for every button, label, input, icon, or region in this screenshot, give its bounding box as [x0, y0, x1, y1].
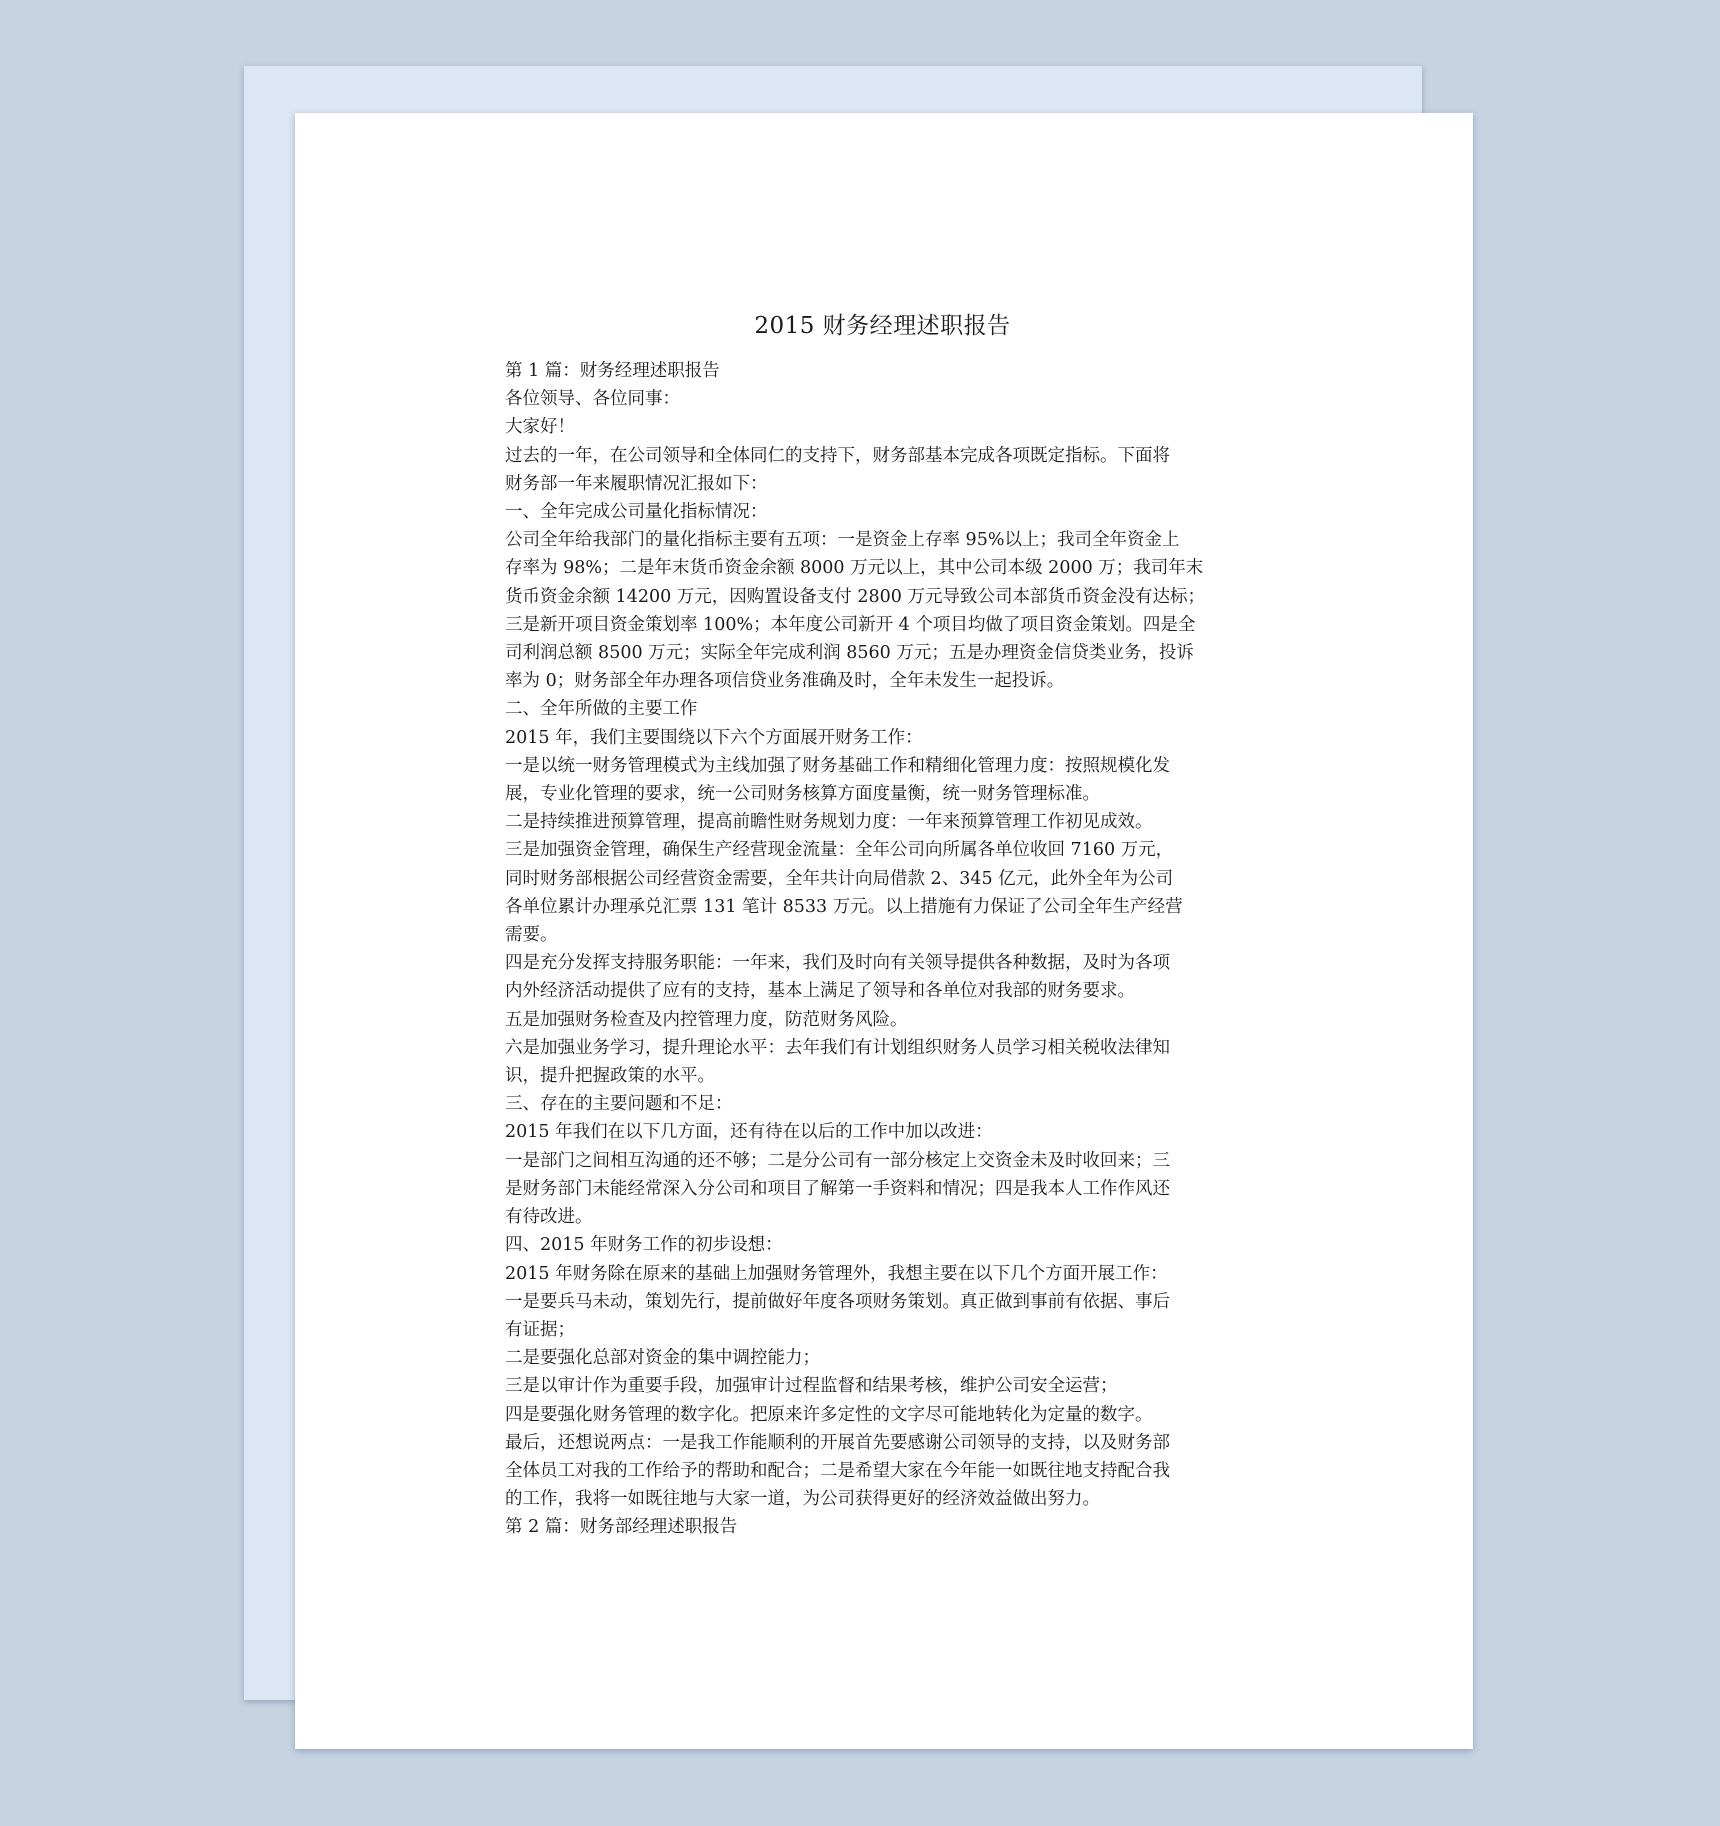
document-title: 2015 财务经理述职报告 [754, 313, 1011, 339]
document-line: 三是新开项目资金策划率 100%；本年度公司新开 4 个项目均做了项目资金策划。四是全 [505, 614, 1196, 635]
document-line: 2015 年我们在以下几方面，还有待在以后的工作中加以改进： [505, 1122, 993, 1143]
document-line: 过去的一年，在公司领导和全体同仁的支持下，财务部基本完成各项既定指标。下面将 [505, 445, 1170, 466]
document-line: 全体员工对我的工作给予的帮助和配合；二是希望大家在今年能一如既往地支持配合我 [505, 1460, 1170, 1481]
document-line: 大家好！ [505, 417, 575, 438]
document-line: 同时财务部根据公司经营资金需要，全年共计向局借款 2、345 亿元，此外全年为公司 [505, 868, 1174, 889]
document-line: 五是加强财务检查及内控管理力度，防范财务风险。 [505, 1009, 908, 1030]
document-line: 六是加强业务学习，提升理论水平：去年我们有计划组织财务人员学习相关税收法律知 [505, 1037, 1170, 1058]
document-line: 有证据； [505, 1319, 575, 1340]
document-line: 三是以审计作为重要手段，加强审计过程监督和结果考核，维护公司安全运营； [505, 1376, 1118, 1397]
document-line: 率为 0；财务部全年办理各项信贷业务准确及时，全年未发生一起投诉。 [505, 671, 1065, 692]
document-lines [505, 357, 1260, 1542]
document-line: 2015 年财务除在原来的基础上加强财务管理外，我想主要在以下几个方面开展工作： [505, 1263, 1168, 1284]
document-line: 三是加强资金管理，确保生产经营现金流量：全年公司向所属各单位收回 7160 万元， [505, 840, 1174, 861]
document-line: 需要。 [505, 925, 558, 946]
document-line: 的工作，我将一如既往地与大家一道，为公司获得更好的经济效益做出努力。 [505, 1489, 1100, 1510]
document-line: 一是要兵马未动，策划先行，提前做好年度各项财务策划。真正做到事前有依据、事后 [505, 1291, 1170, 1312]
document-line: 最后，还想说两点：一是我工作能顺利的开展首先要感谢公司领导的支持，以及财务部 [505, 1432, 1170, 1453]
document-line: 四是要强化财务管理的数字化。把原来许多定性的文字尽可能地转化为定量的数字。 [505, 1404, 1153, 1425]
document-line: 一、全年完成公司量化指标情况： [505, 502, 768, 523]
document-line: 识，提升把握政策的水平。 [505, 1066, 715, 1087]
document-line: 是财务部门未能经常深入分公司和项目了解第一手资料和情况；四是我本人工作作风还 [505, 1178, 1170, 1199]
document-body [505, 309, 1260, 1542]
document-line: 各单位累计办理承兑汇票 131 笔计 8533 万元。以上措施有力保证了公司全年生产经营 [505, 896, 1183, 917]
document-line: 三、存在的主要问题和不足： [505, 1094, 733, 1115]
document-page [295, 113, 1473, 1749]
document-line: 第 1 篇：财务经理述职报告 [505, 361, 720, 381]
document-line: 四、2015 年财务工作的初步设想： [505, 1235, 783, 1256]
document-line: 二是持续推进预算管理，提高前瞻性财务规划力度：一年来预算管理工作初见成效。 [505, 812, 1153, 833]
document-line: 2015 年，我们主要围绕以下六个方面展开财务工作： [505, 727, 923, 748]
document-line: 一是以统一财务管理模式为主线加强了财务基础工作和精细化管理力度：按照规模化发 [505, 755, 1170, 776]
document-line: 有待改进。 [505, 1207, 593, 1228]
document-line: 二、全年所做的主要工作 [505, 699, 698, 720]
document-line: 内外经济活动提供了应有的支持，基本上满足了领导和各单位对我部的财务要求。 [505, 981, 1135, 1002]
document-line: 第 2 篇：财务部经理述职报告 [505, 1517, 738, 1538]
document-line: 货币资金余额 14200 万元，因购置设备支付 2800 万元导致公司本部货币资金没有达标； [505, 586, 1205, 607]
document-line: 展，专业化管理的要求，统一公司财务核算方面度量衡，统一财务管理标准。 [505, 784, 1100, 805]
document-line: 各位领导、各位同事： [505, 389, 680, 410]
document-line: 存率为 98%；二是年末货币资金余额 8000 万元以上，其中公司本级 2000 万；我司年末 [505, 558, 1204, 579]
document-line: 四是充分发挥支持服务职能：一年来，我们及时向有关领导提供各种数据，及时为各项 [505, 953, 1170, 974]
document-line: 公司全年给我部门的量化指标主要有五项：一是资金上存率 95%以上；我司全年资金上 [505, 530, 1180, 551]
document-line: 一是部门之间相互沟通的还不够；二是分公司有一部分核定上交资金未及时收回来；三 [505, 1150, 1170, 1171]
document-line: 司利润总额 8500 万元；实际全年完成利润 8560 万元；五是办理资金信贷类业务，投诉 [505, 643, 1194, 664]
document-line: 二是要强化总部对资金的集中调控能力； [505, 1348, 820, 1369]
document-line: 财务部一年来履职情况汇报如下： [505, 473, 768, 494]
